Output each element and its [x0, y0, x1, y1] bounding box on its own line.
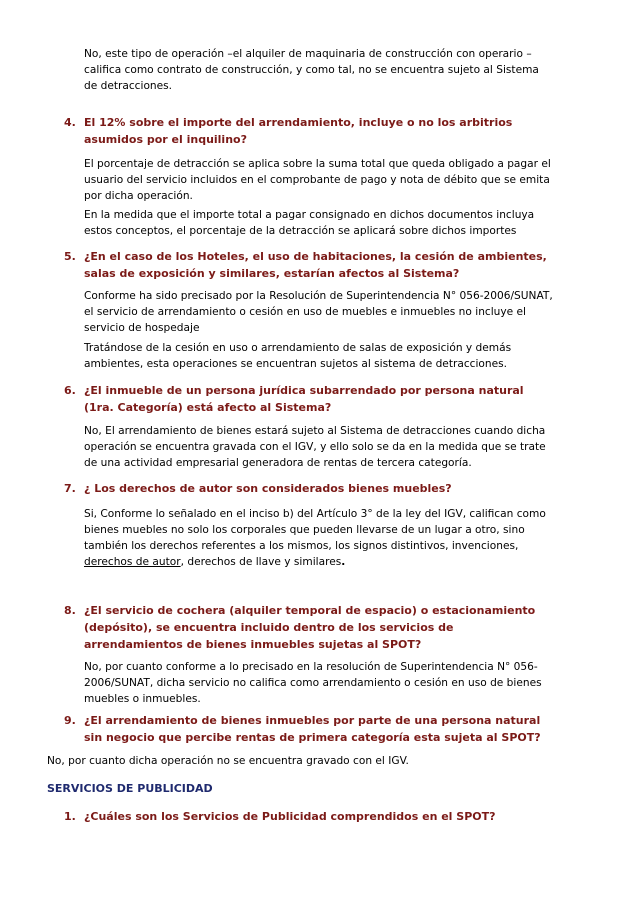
- q4-answer-paragraph-2: En la medida que el importe total a pagar consignado en dichos documentos incluya estos conceptos, el porcentaje de la detracción se aplicará sobre dichos importes: [84, 209, 535, 237]
- q7-number: 7.: [64, 482, 76, 495]
- q6-number: 6.: [64, 384, 76, 397]
- section-q1-number: 1.: [64, 810, 76, 823]
- q6-answer-paragraph: No, El arrendamiento de bienes estará sujeto al Sistema de detracciones cuando dicha operación se encuentra gravada con el IGV, y ello solo se da en la medida que se trate de una actividad empresarial generadora de rentas de tercera categoría.: [84, 425, 546, 469]
- q9-question: ¿El arrendamiento de bienes inmuebles por parte de una persona natural sin negocio que percibe rentas de primera categoría esta sujeta al SPOT?: [84, 714, 541, 744]
- q3-answer-paragraph: No, este tipo de operación –el alquiler de maquinaria de construcción con operario – califica como contrato de construcción, y como tal, no se encuentra sujeto al Sistema de detracciones.: [84, 48, 539, 92]
- q6-question: ¿El inmueble de un persona jurídica subarrendado por persona natural (1ra. Categoría) está afecto al Sistema?: [84, 384, 524, 414]
- q7-answer-paragraph: [84, 506, 554, 570]
- q5-answer-paragraph-2: Tratándose de la cesión en uso o arrendamiento de salas de exposición y demás ambientes, esta operaciones se encuentran sujetos al sistema de detracciones.: [84, 342, 512, 370]
- q4-question: El 12% sobre el importe del arrendamiento, incluye o no los arbitrios asumidos por el inquilino?: [84, 116, 513, 146]
- q8-answer-paragraph: No, por cuanto conforme a lo precisado en la resolución de Superintendencia N° 056-2006/SUNAT, dicha servicio no califica como arrendamiento o cesión en uso de bienes muebles o inmuebles.: [84, 661, 542, 705]
- q8-question: ¿El servicio de cochera (alquiler temporal de espacio) o estacionamiento (depósito), se encuentra incluido dentro de los servicios de arrendamientos de bienes inmuebles sujetas al SPOT?: [84, 604, 536, 651]
- section-title: SERVICIOS DE PUBLICIDAD: [47, 782, 213, 795]
- q5-question: ¿En el caso de los Hoteles, el uso de habitaciones, la cesión de ambientes, salas de exposición y similares, estarían afectos al Sistema?: [84, 250, 547, 280]
- q4-number: 4.: [64, 116, 76, 129]
- q7-answer-text-end: , derechos de llave y similares: [180, 556, 342, 568]
- q5-number: 5.: [64, 250, 76, 263]
- q9-number: 9.: [64, 714, 76, 727]
- q7-answer-text: Si, Conforme lo señalado en el inciso b) del Artículo 3° de la ley del IGV, califican como bienes muebles no solo los corporales que pueden llevarse de un lugar a otro, sino también los derechos referentes a los mismos, los signos distintivos, invenciones,: [84, 508, 546, 552]
- q7-answer-period: .: [341, 556, 346, 568]
- q5-answer-paragraph-1: Conforme ha sido precisado por la Resolución de Superintendencia N° 056-2006/SUNAT, el servicio de arrendamiento o cesión en uso de muebles e inmuebles no incluye el servicio de hospedaje: [84, 290, 553, 334]
- q7-question: ¿ Los derechos de autor son considerados bienes muebles?: [84, 482, 452, 495]
- derechos-de-autor-link[interactable]: derechos de autor: [84, 556, 181, 568]
- section-q1-question: ¿Cuáles son los Servicios de Publicidad comprendidos en el SPOT?: [84, 810, 496, 823]
- q4-answer-paragraph-1: El porcentaje de detracción se aplica sobre la suma total que queda obligado a pagar el usuario del servicio incluidos en el comprobante de pago y nota de débito que se emita por dicha operación.: [84, 158, 551, 202]
- q9-answer-paragraph: No, por cuanto dicha operación no se encuentra gravado con el IGV.: [47, 755, 409, 767]
- q8-number: 8.: [64, 604, 76, 617]
